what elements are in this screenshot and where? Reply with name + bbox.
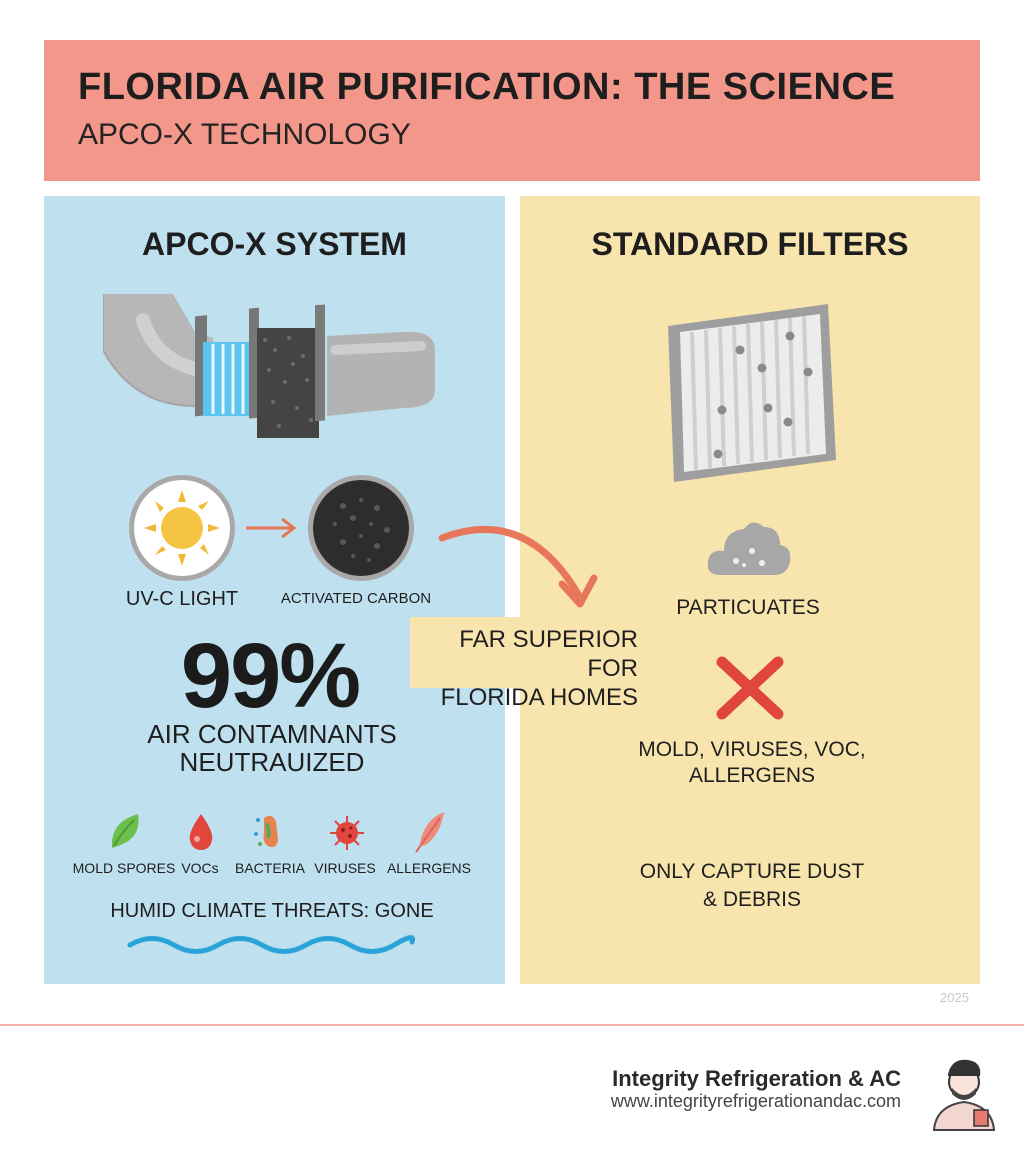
fails-line-2: ALLERGENS	[688, 764, 816, 787]
particulates-label: PARTICUATES	[676, 596, 820, 619]
fails-line-1: MOLD, VIRUSES, VOC,	[638, 738, 866, 761]
threat-label-viruses: VIRUSES	[314, 860, 376, 876]
uv-light-label: UV-C LIGHT	[125, 588, 239, 610]
arrow-right-icon	[244, 516, 298, 540]
uv-panel	[203, 342, 255, 416]
callout-line-2: FLORIDA HOMES	[440, 684, 638, 711]
page-title: FLORIDA AIR PURIFICATION: THE SCIENCE	[78, 66, 896, 108]
duct-illustration	[103, 290, 435, 450]
stat-line-1: AIR CONTAMNANTS	[147, 719, 397, 749]
company-url[interactable]: www.integrityrefrigerationandac.com	[610, 1091, 901, 1111]
page-subtitle: APCO-X TECHNOLOGY	[78, 118, 411, 151]
technician-avatar-icon	[928, 1052, 1000, 1132]
feather-icon	[414, 810, 448, 854]
carbon-icon	[313, 480, 409, 576]
threat-label-allergens: ALLERGENS	[386, 860, 472, 876]
threat-label-bacteria: BACTERIA	[234, 860, 305, 876]
stat-line-2: NEUTRAUIZED	[179, 747, 365, 777]
callout-box	[410, 617, 644, 711]
percent-stat: 99%	[180, 625, 360, 727]
curved-arrow-icon	[436, 516, 604, 616]
company-name: Integrity Refrigeration & AC	[612, 1066, 901, 1091]
activated-carbon-label: ACTIVATED CARBON	[280, 590, 432, 607]
sun-icon	[134, 480, 230, 576]
capture-line-2: & DEBRIS	[702, 888, 802, 911]
activated-carbon-circle	[308, 475, 414, 581]
humid-threats-text: HUMID CLIMATE THREATS: GONE	[110, 900, 434, 922]
standard-filters-heading: STANDARD FILTERS	[591, 226, 909, 262]
header-banner	[44, 40, 980, 181]
callout-line-1: FAR SUPERIOR FOR	[459, 626, 638, 682]
footer-divider	[0, 1024, 1024, 1026]
leaf-icon	[108, 812, 142, 852]
dust-cloud-icon	[706, 517, 792, 577]
droplet-icon	[186, 812, 216, 852]
virus-icon	[328, 814, 366, 852]
apco-x-heading: APCO-X SYSTEM	[142, 226, 407, 262]
threat-label-vocs: VOCs	[181, 860, 219, 876]
capture-line-1: ONLY CAPTURE DUST	[639, 860, 865, 883]
threat-label-mold: MOLD SPORES	[72, 860, 176, 876]
red-x-icon	[716, 656, 784, 720]
wave-icon	[126, 932, 416, 958]
year-label: 2025	[940, 990, 969, 1005]
air-filter-icon	[666, 302, 838, 484]
uv-light-circle	[129, 475, 235, 581]
bacteria-icon	[252, 812, 286, 852]
